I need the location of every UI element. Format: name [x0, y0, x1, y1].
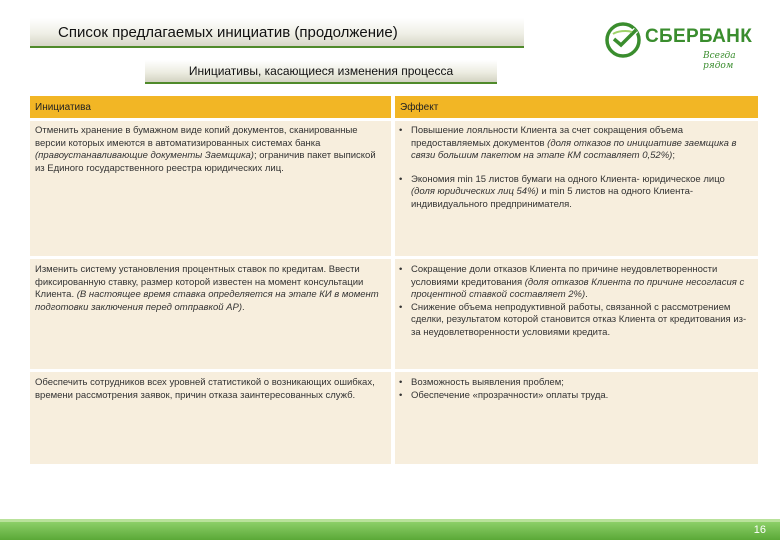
effect-item	[399, 125, 751, 163]
slide-title-text: Список предлагаемых инициатив (продолжение)	[58, 23, 398, 41]
footer-bar	[0, 522, 780, 540]
bullet: •	[399, 125, 403, 136]
column-header-initiative: Инициатива	[35, 101, 91, 113]
effect-text: Снижение объема непродуктивной работы, связанной с рассмотрением сделки, результатом которой становится отказ Клиента от кредитования из-за неудовлетворенности условиями кредита.	[411, 301, 747, 338]
table-row-2-effects	[399, 264, 751, 339]
sberbank-logo	[605, 20, 765, 70]
initiatives-table	[30, 96, 758, 464]
effect-text: Экономия min 15 листов бумаги на одного Клиента- юридическое лицо	[411, 173, 725, 185]
effect-note: (доля отказов Клиента по причине несогласия с процентной ставкой составляет 2%)	[411, 276, 745, 300]
initiative-text: Обеспечить сотрудников всех уровней статистикой о возникающих ошибках, времени рассмотрения заявок, причин отказа заинтересованных служб.	[35, 377, 375, 401]
column-header-effect: Эффект	[400, 101, 439, 113]
effect-item	[399, 377, 751, 390]
effect-item	[399, 302, 751, 340]
slide-subtitle-text: Инициативы, касающиеся изменения процесса	[188, 64, 454, 78]
initiative-note: (В настоящее время ставка определяется на этапе КИ в момент подготовки заключения перед отправкой АР)	[35, 289, 379, 313]
initiative-text: Изменить систему установления процентных ставок по кредитам. Ввести фиксированную ставку, размер которой известен на момент консультации Клиента.	[35, 264, 364, 300]
slide-title	[30, 18, 524, 48]
slide-subtitle	[145, 60, 497, 84]
effect-text: Повышение лояльности Клиента за счет сокращения объема предоставляемых документов	[411, 125, 684, 149]
effect-tail: и min 5 листов на одного Клиента- индивидуального предпринимателя.	[411, 186, 694, 210]
effect-text: Сокращение доли отказов Клиента по причине неудовлетворенности условиями кредитования	[411, 264, 718, 288]
sberbank-logo-name: СБЕРБАНК	[645, 26, 753, 47]
table-row-1-effects	[399, 125, 751, 211]
effect-tail: .	[585, 289, 588, 300]
bullet: •	[399, 173, 403, 185]
sberbank-logo-icon	[605, 22, 641, 58]
bullet: •	[399, 301, 403, 313]
table-row-3-initiative	[35, 377, 387, 402]
row-divider	[30, 369, 758, 372]
effect-item	[399, 264, 751, 302]
effect-text: Возможность выявления проблем;	[411, 377, 564, 388]
effect-note: (доля отказов по инициативе заемщика в связи большим пакетом на этапе КМ составляет 0,52%)	[411, 137, 737, 161]
column-divider	[391, 96, 395, 464]
effect-item	[399, 174, 751, 212]
row-divider	[30, 256, 758, 259]
table-row-2-initiative	[35, 264, 387, 314]
bullet: •	[399, 264, 403, 275]
effect-text: Обеспечение «прозрачности» оплаты труда.	[411, 389, 609, 401]
initiative-tail: ; ограничив пакет выпиской из Единого государственного реестра юридических лиц.	[35, 150, 376, 174]
sberbank-logo-slogan: Всегда рядом	[703, 51, 736, 71]
effect-item	[399, 390, 751, 403]
page-number: 16	[753, 524, 766, 536]
initiative-note: (правоустанавливающие документы Заемщика)	[35, 150, 254, 161]
bullet: •	[399, 377, 403, 388]
table-row-1-initiative	[35, 125, 387, 175]
effect-note: (доля юридических лиц 54%)	[411, 186, 539, 197]
row-divider	[30, 118, 758, 121]
effect-tail: ;	[672, 150, 675, 161]
table-row-3-effects	[399, 377, 751, 402]
initiative-tail: .	[242, 301, 245, 313]
initiative-text: Отменить хранение в бумажном виде копий документов, сканированные версии которых имеются в автоматизированных системах банка	[35, 125, 358, 149]
bullet: •	[399, 389, 403, 401]
